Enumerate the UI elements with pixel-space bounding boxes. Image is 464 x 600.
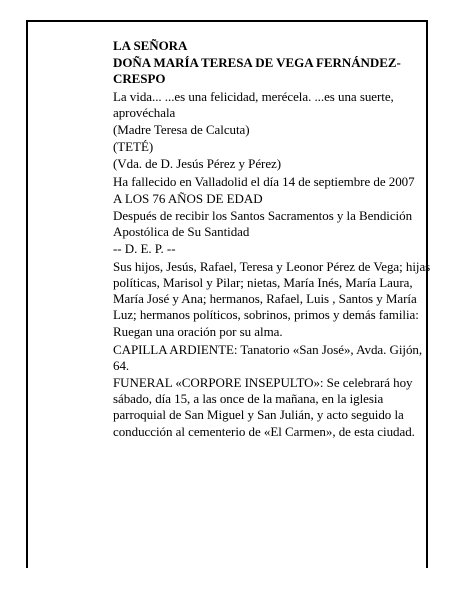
nickname: (TETÉ) [113, 139, 154, 155]
quote-text: La vida... ...es una felicidad, merécela. ...es una suerte, aprovéchala [113, 88, 394, 120]
chapel-info: CAPILLA ARDIENTE: Tanatorio «San José», Avda. Gijón, 64. [113, 341, 423, 373]
family-paragraph: Sus hijos, Jesús, Rafael, Teresa y Leonor Pérez de Vega; hijas políticas, Marisol y Pilar; nietas, María Inés, María Laura, María José y Ana; hermanos, Rafael, Luis , Santos y María Luz; hermanos políticos, sobrinos, primos y demás familia: [113, 258, 431, 323]
deceased-name: DOÑA MARÍA TERESA DE VEGA FERNÁNDEZ-CRESPO [113, 55, 401, 87]
widow-of: (Vda. de D. Jesús Pérez y Pérez) [113, 156, 282, 172]
quote-author: (Madre Teresa de Calcuta) [113, 122, 250, 138]
sacraments-line: Después de recibir los Santos Sacramentos y la Bendición Apostólica de Su Santidad [113, 208, 413, 240]
age-line: A LOS 76 AÑOS DE EDAD [113, 190, 263, 206]
prayer-request: Ruegan una oración por su alma. [113, 324, 283, 340]
rip-line: -- D. E. P. -- [113, 241, 176, 257]
death-notice: Ha fallecido en Valladolid el día 14 de septiembre de 2007 [113, 173, 415, 189]
funeral-info: FUNERAL «CORPORE INSEPULTO»: Se celebrará hoy sábado, día 15, a las once de la mañana, en la iglesia parroquial de San Miguel y San Julián, y acto seguido la conducción al cementerio de «El Carmen», de esta ciudad. [113, 375, 415, 439]
obituary-notice [113, 38, 431, 441]
heading-title: LA SEÑORA [113, 38, 188, 53]
